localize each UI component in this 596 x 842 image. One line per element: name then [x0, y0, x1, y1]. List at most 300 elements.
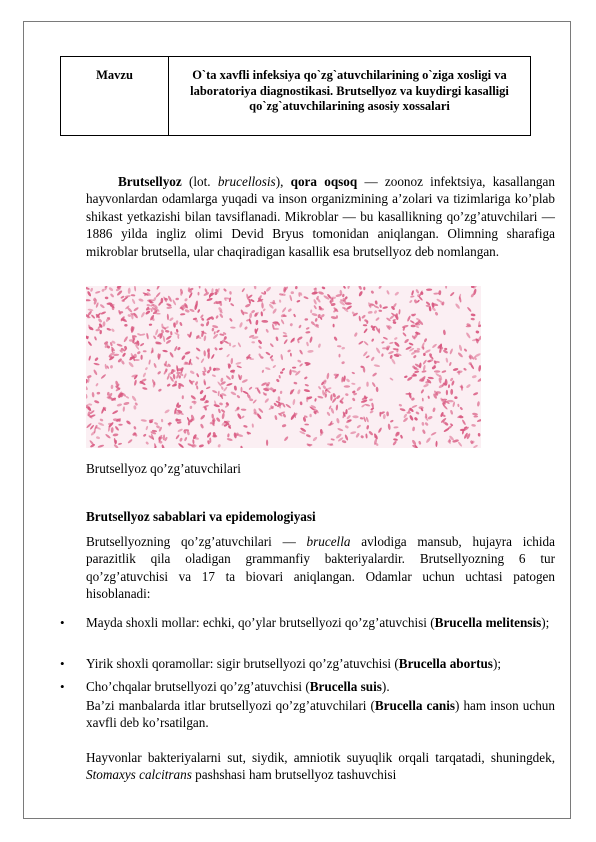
bacterium-cell	[374, 300, 377, 305]
bacterium-cell	[306, 434, 312, 438]
bacterium-cell	[134, 286, 136, 292]
bacterium-cell	[96, 392, 100, 395]
bacterium-cell	[337, 427, 344, 431]
bacterium-cell	[449, 362, 452, 367]
bacterium-cell	[402, 417, 408, 423]
bacterium-cell	[260, 311, 263, 316]
bacterium-cell	[463, 348, 467, 352]
bacterium-cell	[392, 303, 397, 309]
bacterium-cell	[87, 341, 92, 346]
bacterium-cell	[467, 306, 472, 312]
bacterium-cell	[326, 373, 330, 380]
species-name: Brucella suis	[309, 679, 382, 694]
bacterium-cell	[177, 346, 181, 350]
bacterium-cell	[145, 367, 149, 371]
bacterium-cell	[430, 431, 436, 436]
bacterium-cell	[221, 386, 224, 390]
bacterium-cell	[306, 327, 310, 330]
bacterium-cell	[303, 296, 309, 300]
bacterium-cell	[133, 307, 139, 312]
bacterium-cell	[371, 403, 374, 408]
bacterium-cell	[283, 335, 288, 337]
para1-text-a: Brutsellyozning qo’zg’atuvchilari —	[86, 534, 307, 549]
bacterium-cell	[162, 335, 165, 342]
bacterium-cell	[99, 304, 105, 309]
bacterium-cell	[166, 303, 172, 307]
bacterium-cell	[402, 324, 409, 328]
bacterium-cell	[199, 444, 205, 448]
bacterium-cell	[241, 379, 248, 384]
bacterium-cell	[433, 292, 439, 294]
bacterium-cell	[392, 321, 396, 325]
bacterium-cell	[404, 338, 410, 344]
figure-caption: Brutsellyoz qo’zg’atuvchilari	[86, 461, 241, 476]
bacterium-cell	[177, 335, 179, 339]
bacterium-cell	[406, 412, 410, 414]
bacterium-cell	[332, 393, 336, 398]
bacterium-cell	[292, 367, 296, 369]
bacterium-cell	[99, 418, 103, 422]
bacterium-cell	[86, 379, 88, 384]
bacterium-cell	[386, 290, 390, 295]
bacterium-cell	[145, 310, 151, 315]
bacterium-cell	[200, 414, 206, 420]
bacterium-cell	[333, 324, 335, 328]
bacterium-cell	[370, 290, 374, 294]
bacterium-cell	[272, 365, 276, 369]
bacterium-cell	[342, 294, 345, 298]
bacterium-cell	[248, 386, 252, 390]
bacterium-cell	[272, 308, 278, 314]
bacterium-cell	[360, 435, 364, 439]
bacterium-cell	[285, 403, 291, 408]
bacterium-cell	[394, 341, 401, 348]
bacterium-cell	[411, 290, 414, 296]
bacterium-cell	[111, 385, 114, 389]
bacterium-cell	[231, 375, 234, 379]
bacterium-cell	[229, 318, 233, 323]
bacterium-cell	[381, 353, 384, 357]
bacterium-cell	[280, 319, 284, 325]
bacterium-cell	[274, 415, 278, 420]
bacterium-cell	[197, 309, 201, 313]
bacterium-cell	[94, 357, 99, 362]
latin-term: brucellosis	[217, 174, 276, 189]
bacterium-cell	[358, 286, 362, 290]
bacterium-cell	[87, 308, 93, 311]
brucella-micrograph	[86, 286, 481, 448]
bacterium-cell	[473, 415, 478, 417]
bacterium-cell	[269, 343, 274, 348]
bacterium-cell	[470, 363, 475, 370]
bacterium-cell	[166, 383, 170, 387]
bacterium-cell	[415, 411, 419, 415]
bacterium-cell	[138, 298, 144, 302]
bacterium-cell	[172, 299, 177, 306]
intro-paragraph	[86, 173, 555, 260]
bacterium-cell	[237, 413, 243, 420]
bacterium-cell	[423, 353, 426, 356]
bullet-item-suis	[86, 678, 555, 695]
bacterium-cell	[246, 393, 251, 399]
bacterium-cell	[448, 384, 451, 388]
bacterium-cell	[195, 347, 201, 352]
species-name: Stomaxys calcitrans	[86, 767, 192, 783]
bacterium-cell	[446, 390, 448, 396]
bacterium-cell	[127, 439, 133, 444]
bacterium-cell	[212, 374, 217, 378]
bacterium-cell	[140, 311, 145, 318]
section-heading: Brutsellyoz sabablari va epidemologiyasi	[86, 509, 316, 524]
bacterium-cell	[299, 401, 302, 405]
bacterium-cell	[337, 345, 342, 347]
bacterium-cell	[112, 410, 119, 415]
bacterium-cell	[293, 381, 297, 384]
bacterium-cell	[95, 328, 100, 331]
bacterium-cell	[142, 387, 148, 391]
bacterium-cell	[314, 398, 317, 402]
bacterium-cell	[241, 408, 247, 411]
bacterium-cell	[88, 355, 91, 360]
bullet-icon: •	[60, 679, 65, 694]
bacterium-cell	[365, 355, 370, 359]
bacterium-cell	[389, 377, 393, 381]
bacterium-cell	[362, 351, 368, 357]
bacterium-cell	[218, 391, 220, 397]
bacterium-cell	[351, 382, 355, 385]
bacterium-cell	[166, 306, 172, 309]
para3-text-b: pashshasi ham brutsellyoz tashuvchisi	[191, 767, 397, 783]
bacterium-cell	[475, 330, 479, 334]
bacterium-cell	[312, 436, 318, 442]
bacterium-cell	[281, 368, 285, 372]
bacterium-cell	[239, 322, 244, 328]
bacterium-cell	[226, 383, 233, 387]
bacterium-cell	[240, 446, 243, 448]
bacterium-cell	[258, 345, 262, 349]
bullet-item-abortus	[86, 655, 555, 672]
bacterium-cell	[122, 406, 125, 412]
bacterium-cell	[427, 395, 430, 399]
bacterium-cell	[449, 348, 453, 355]
bacterium-cell	[230, 391, 237, 396]
bacterium-cell	[254, 286, 257, 289]
bacterium-cell	[219, 347, 223, 350]
bacterium-cell	[127, 307, 133, 313]
bacterium-cell	[418, 441, 422, 445]
bacterium-cell	[275, 336, 279, 341]
bacterium-cell	[474, 353, 481, 358]
bacterium-cell	[344, 385, 350, 388]
bacterium-cell	[411, 404, 417, 408]
bacterium-cell	[321, 286, 325, 290]
bullet-end: ).	[381, 679, 390, 694]
bacterium-cell	[295, 286, 298, 289]
bacterium-cell	[273, 402, 277, 406]
bacterium-cell	[428, 376, 434, 379]
bacterium-cell	[410, 295, 415, 297]
bacterium-cell	[179, 437, 183, 442]
bacterium-cell	[192, 439, 194, 444]
bacterium-cell	[211, 354, 215, 360]
bacterium-cell	[202, 372, 206, 376]
bacterium-cell	[225, 375, 231, 381]
bacterium-cell	[229, 342, 232, 346]
bacterium-cell	[376, 387, 379, 393]
bacterium-cell	[386, 411, 389, 416]
bacterium-cell	[424, 349, 431, 354]
bacterium-cell	[156, 286, 161, 290]
bacterium-cell	[167, 314, 169, 321]
bacterium-cell	[413, 354, 417, 358]
bacterium-cell	[124, 324, 127, 327]
bacterium-cell	[290, 353, 292, 357]
bacterium-cell	[344, 434, 349, 441]
bacterium-cell	[265, 328, 269, 333]
bacterium-cell	[435, 441, 437, 447]
bacterium-cell	[199, 286, 201, 289]
bacterium-cell	[375, 317, 380, 322]
bacterium-cell	[143, 350, 147, 352]
bacterium-cell	[305, 331, 310, 334]
bacterium-cell	[236, 365, 242, 369]
bacterium-cell	[86, 394, 88, 399]
bacterium-cell	[333, 336, 338, 341]
bacterium-cell	[402, 332, 407, 337]
bacterium-cell	[86, 386, 88, 391]
bacterium-cell	[200, 358, 204, 363]
bacterium-cell	[281, 307, 286, 313]
bacterium-cell	[378, 309, 382, 312]
bacterium-cell	[175, 418, 178, 422]
bacterium-cell	[87, 375, 92, 379]
bacterium-cell	[98, 422, 105, 427]
bacterium-cell	[98, 318, 103, 323]
bacterium-cell	[317, 395, 323, 399]
bacterium-cell	[161, 419, 164, 423]
bacterium-cell	[363, 324, 367, 326]
bacterium-cell	[415, 289, 419, 294]
bacterium-cell	[425, 437, 431, 444]
bacterium-cell	[257, 339, 262, 345]
bacterium-cell	[200, 323, 204, 327]
bacterium-cell	[426, 288, 432, 291]
topic-label: Mavzu	[61, 57, 169, 136]
bacterium-cell	[322, 390, 325, 396]
bacterium-cell	[164, 409, 170, 414]
bacterium-cell	[471, 313, 476, 316]
bacterium-cell	[214, 347, 218, 351]
bacterium-cell	[269, 355, 273, 359]
bacterium-cell	[111, 427, 114, 433]
topic-title: O`ta xavfli infeksiya qo`zg`atuvchilarining o`ziga xosligi va laboratoriya diagnostikasi. Brutsellyoz va kuydirgi kasalligi qo`zg`atuvchilarining asosiy xossalari	[169, 57, 531, 136]
bacterium-cell	[478, 365, 481, 372]
bacterium-cell	[414, 370, 419, 373]
bacterium-cell	[311, 313, 318, 317]
bacterium-cell	[452, 401, 455, 407]
bacterium-cell	[292, 399, 296, 406]
bacterium-cell	[423, 383, 429, 388]
bacterium-cell	[153, 335, 157, 340]
bacterium-cell	[134, 379, 138, 386]
bullet-text: Cho’chqalar brutsellyozi qo’zg’atuvchisi (	[86, 679, 310, 694]
bacterium-cell	[358, 290, 363, 296]
bacterium-cell	[409, 300, 413, 304]
bacterium-cell	[307, 350, 313, 353]
bacterium-cell	[206, 386, 211, 390]
bacterium-cell	[366, 382, 368, 387]
bacterium-cell	[304, 318, 308, 321]
bacterium-cell	[101, 407, 105, 414]
bacterium-cell	[388, 350, 394, 354]
bacterium-cell	[100, 311, 106, 315]
bacterium-cell	[383, 336, 388, 340]
bacterium-cell	[457, 441, 462, 447]
bacterium-cell	[299, 363, 303, 367]
bacterium-cell	[180, 313, 185, 316]
bacterium-cell	[304, 423, 309, 425]
bacterium-cell	[368, 430, 374, 436]
bacterium-cell	[304, 384, 309, 387]
bacterium-cell	[155, 292, 161, 298]
bacterium-cell	[175, 434, 180, 440]
bacterium-cell	[249, 313, 252, 319]
bacterium-cell	[466, 384, 472, 389]
bacterium-cell	[221, 412, 225, 419]
bacterium-cell	[282, 413, 286, 418]
bacterium-cell	[422, 429, 426, 434]
bacterium-cell	[108, 287, 113, 292]
bacterium-cell	[126, 420, 132, 425]
bacterium-cell	[297, 359, 302, 363]
bacterium-cell	[378, 328, 380, 333]
bacterium-cell	[200, 314, 204, 319]
bacterium-cell	[175, 298, 179, 301]
bacterium-cell	[230, 369, 236, 373]
bacterium-cell	[389, 355, 393, 360]
bacterium-cell	[420, 389, 424, 394]
bacterium-cell	[213, 404, 220, 408]
bacterium-cell	[265, 367, 271, 371]
bacterium-cell	[432, 407, 436, 412]
bacterium-cell	[146, 304, 150, 307]
bacterium-cell	[283, 436, 288, 442]
bacterium-cell	[140, 355, 142, 360]
bacterium-cell	[184, 309, 190, 314]
bacterium-cell	[393, 438, 398, 441]
bacterium-cell	[298, 324, 302, 328]
bacterium-cell	[370, 356, 375, 361]
bacterium-cell	[361, 314, 366, 319]
bacterium-cell	[310, 309, 312, 313]
bacterium-cell	[131, 294, 136, 297]
bacterium-cell	[118, 443, 122, 446]
para2-text-b: ) ham inson uchun xavfli deb ko’rsatilgan.	[86, 698, 555, 731]
bacterium-cell	[342, 440, 347, 444]
bacterium-cell	[443, 329, 446, 335]
bacterium-cell	[282, 331, 287, 335]
bacterium-cell	[258, 408, 264, 414]
bacterium-cell	[195, 381, 199, 386]
bacterium-cell	[234, 385, 238, 390]
bacterium-cell	[94, 336, 97, 341]
bacterium-cell	[184, 351, 191, 356]
bacterium-cell	[375, 347, 381, 354]
bacterium-cell	[282, 424, 287, 428]
bacterium-cell	[262, 308, 266, 312]
bacterium-cell	[360, 417, 364, 420]
bacterium-cell	[184, 298, 188, 302]
bacterium-cell	[313, 305, 317, 310]
bacterium-cell	[470, 318, 475, 321]
bacterium-cell	[318, 386, 322, 390]
bacterium-cell	[291, 370, 297, 374]
bacterium-cell	[463, 367, 467, 371]
bacterium-cell	[441, 370, 446, 373]
bacterium-cell	[390, 419, 394, 422]
paragraph-canis	[86, 697, 555, 732]
bacterium-cell	[216, 329, 220, 333]
bacterium-cell	[105, 296, 109, 299]
bacterium-cell	[211, 328, 214, 332]
bacterium-cell	[99, 330, 102, 334]
bacterium-cell	[369, 398, 373, 401]
bacterium-cell	[128, 288, 131, 295]
bacterium-cell	[97, 444, 104, 448]
bullet-end: );	[492, 656, 501, 671]
paragraph-causes	[86, 533, 555, 603]
bacterium-cell	[347, 286, 350, 289]
bacterium-cell	[116, 403, 122, 407]
bacterium-cell	[364, 403, 370, 406]
bacterium-cell	[330, 438, 335, 441]
bacterium-cell	[134, 359, 140, 361]
bacterium-cell	[123, 401, 129, 405]
bacterium-cell	[153, 363, 157, 369]
bacterium-cell	[398, 403, 402, 406]
bacterium-cell	[455, 303, 461, 310]
bacterium-cell	[212, 333, 218, 339]
bacterium-cell	[372, 372, 378, 377]
bacterium-cell	[399, 408, 405, 412]
bacterium-cell	[219, 313, 224, 319]
bacterium-cell	[358, 316, 361, 322]
bacterium-cell	[189, 370, 195, 375]
bacterium-cell	[336, 418, 340, 424]
bacterium-cell	[121, 360, 125, 365]
bacterium-cell	[374, 364, 381, 367]
bacterium-cell	[400, 434, 403, 439]
bacterium-cell	[361, 399, 368, 403]
bacterium-cell	[289, 388, 295, 395]
bacterium-cell	[105, 433, 111, 439]
bacterium-cell	[196, 373, 200, 378]
bacterium-cell	[182, 395, 184, 399]
bacterium-cell	[110, 293, 115, 298]
bacterium-cell	[398, 309, 400, 315]
bacterium-cell	[112, 433, 118, 437]
bacterium-cell	[280, 354, 283, 361]
bacterium-cell	[212, 435, 217, 438]
bacterium-cell	[261, 369, 264, 373]
bacterium-cell	[96, 436, 101, 440]
bacterium-cell	[216, 417, 221, 423]
bacterium-cell	[145, 426, 148, 431]
bacterium-cell	[387, 423, 390, 430]
paragraph-transmission	[86, 749, 555, 784]
bacterium-cell	[421, 422, 424, 426]
bacterium-cell	[354, 332, 358, 337]
